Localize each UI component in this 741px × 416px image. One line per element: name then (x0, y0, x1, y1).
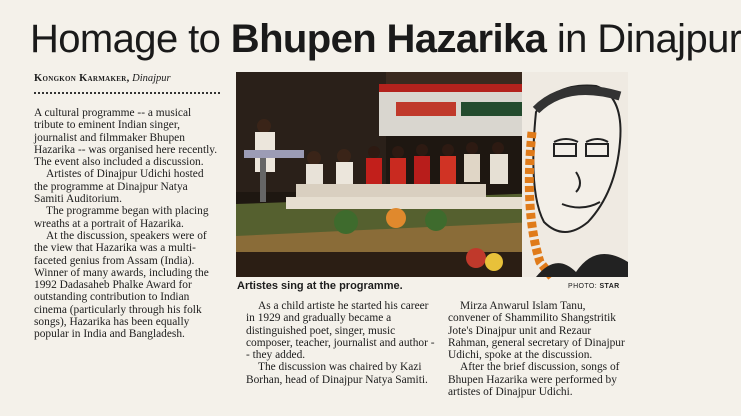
paragraph: A cultural programme -- a musical tribute to eminent Indian singer, journalist and filmmaker Bhupen Hazarika -- was organised here recently. The event also included a discussion. (34, 107, 218, 169)
paragraph: Artistes of Dinajpur Udichi hosted the programme at Dinajpur Natya Samiti Auditorium. (34, 168, 204, 206)
byline-place: Dinajpur (132, 73, 171, 84)
article-photo (236, 72, 628, 277)
paragraph: At the discussion, speakers were of the view that Hazarika was a multi-faceted genius from Assam (India). Winner of many awards, including the 1992 Dadasaheb Phalke Award for outstanding contribution to Indian cinema (particularly through his folk songs), Hazarika has been equally popular in India and Bangladesh. (34, 229, 209, 341)
headline-bold: Bhupen Hazarika (230, 17, 547, 61)
photo-caption: Artistes sing at the programme. (237, 280, 403, 292)
article-column-3 (448, 300, 630, 398)
paragraph: The discussion was chaired by Kazi Borhan, head of Dinajpur Natya Samiti. (246, 361, 428, 386)
byline-divider (34, 92, 220, 94)
byline-author: Kongkon Karmaker, (34, 73, 130, 84)
byline (34, 72, 171, 86)
headline: Homage to Bhupen Hazarika in Dinajpur (30, 17, 741, 61)
photo-credit: PHOTO: STAR (568, 283, 620, 290)
article-column-1 (34, 107, 220, 341)
article-column-2 (246, 300, 436, 386)
paragraph: The programme began with placing wreaths at a portrait of Hazarika. (34, 205, 209, 230)
paragraph: After the brief discussion, songs of Bhupen Hazarika were performed by artistes of Dinajpur Udichi. (448, 361, 620, 399)
paragraph: Mirza Anwarul Islam Tanu, convener of Shammilito Shangstritik Jote's Dinajpur unit and Rezaur Rahman, general secretary of Dinajpur Udichi, spoke at the discussion. (448, 300, 625, 362)
paragraph: As a child artiste he started his career in 1929 and gradually became a distinguished poet, singer, music composer, teacher, journalist and author -- they added. (246, 300, 435, 362)
